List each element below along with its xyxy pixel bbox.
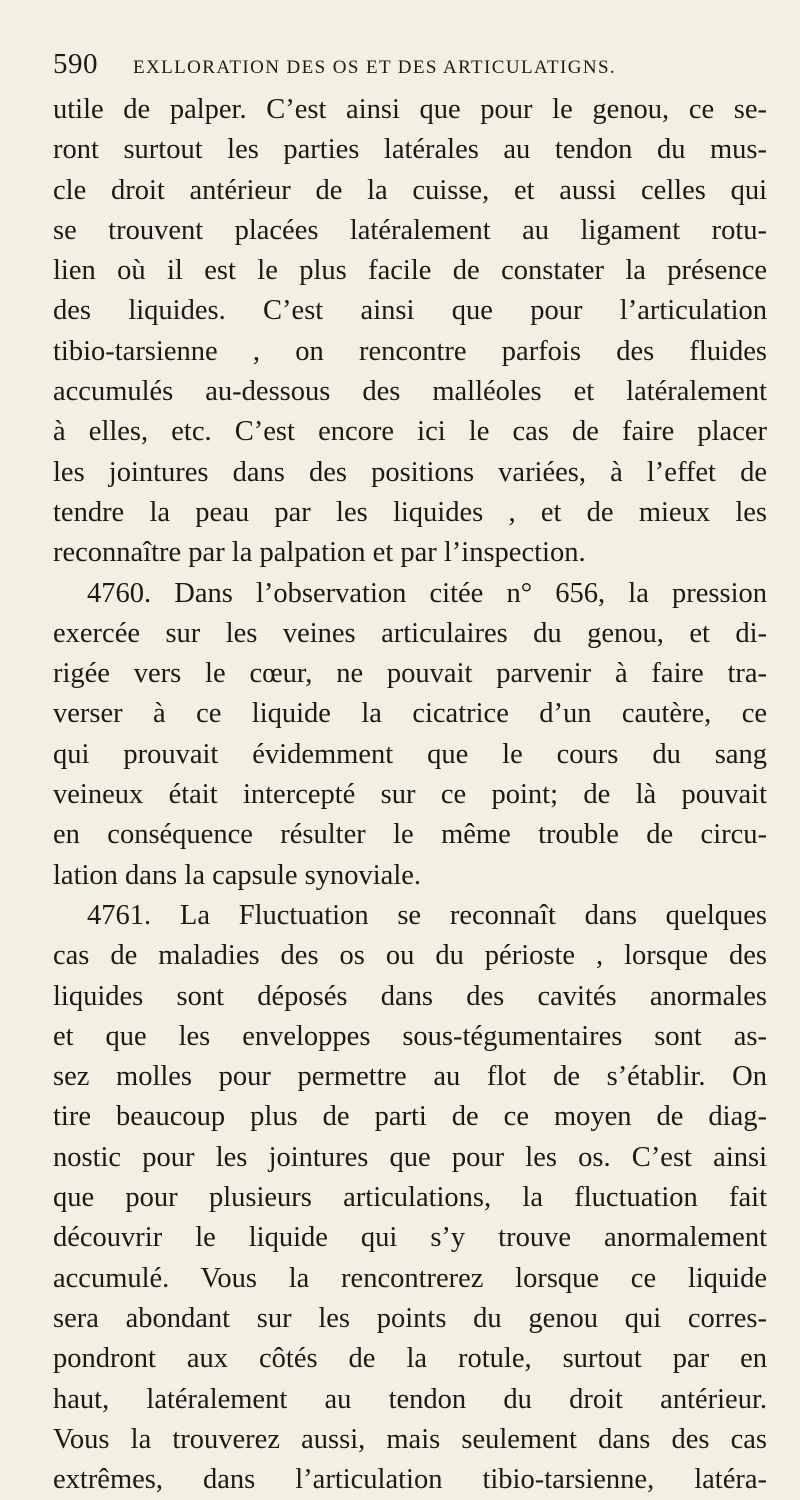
- text-line: et que les enveloppes sous-tégumentaires sont as-: [53, 1020, 767, 1052]
- paragraph-end-line: reconnaître par la palpation et par l’inspection.: [53, 537, 586, 569]
- text-line: veineux était intercepté sur ce point; de là pouvait: [53, 779, 767, 811]
- text-line: tire beaucoup plus de parti de ce moyen de diag-: [53, 1101, 767, 1133]
- text-line: les jointures dans des positions variées, à l’effet de: [53, 456, 767, 488]
- text-line: que pour plusieurs articulations, la fluctuation fait: [53, 1182, 767, 1214]
- text-line: extrêmes, dans l’articulation tibio-tarsienne, latéra-: [53, 1464, 767, 1496]
- text-line: exercée sur les veines articulaires du genou, et di-: [53, 617, 767, 649]
- text-line: à elles, etc. C’est encore ici le cas de faire placer: [53, 416, 767, 448]
- text-line: en conséquence résulter le même trouble de circu-: [53, 819, 767, 851]
- page-header: [53, 48, 760, 88]
- text-line: des liquides. C’est ainsi que pour l’articulation: [53, 295, 767, 327]
- text-line: pondront aux côtés de la rotule, surtout par en: [53, 1343, 767, 1375]
- paragraph-end-line: lation dans la capsule synoviale.: [53, 859, 422, 891]
- text-line: rigée vers le cœur, ne pouvait parvenir à faire tra-: [53, 658, 767, 690]
- text-line: qui prouvait évidemment que le cours du sang: [53, 738, 767, 770]
- text-line: lien où il est le plus facile de constater la présence: [53, 255, 767, 287]
- text-line: cas de maladies des os ou du périoste , lorsque des: [53, 940, 767, 972]
- running-title: EXLLORATION DES OS ET DES ARTICULATIGNS.: [133, 57, 617, 78]
- text-line: verser à ce liquide la cicatrice d’un cautère, ce: [53, 698, 767, 730]
- text-line: haut, latéralement au tendon du droit antérieur.: [53, 1383, 767, 1415]
- text-line: liquides sont déposés dans des cavités anormales: [53, 980, 767, 1012]
- body-text: [53, 90, 767, 1500]
- text-line: utile de palper. C’est ainsi que pour le genou, ce se-: [53, 94, 767, 125]
- text-line: se trouvent placées latéralement au ligament rotu-: [53, 214, 767, 246]
- text-line: nostic pour les jointures que pour les os. C’est ainsi: [53, 1141, 767, 1173]
- text-line: ront surtout les parties latérales au tendon du mus-: [53, 134, 767, 166]
- paragraph-start-line: 4761. La Fluctuation se reconnaît dans quelques: [87, 899, 767, 931]
- page-number: 590: [53, 48, 98, 80]
- text-line: tibio-tarsienne , on rencontre parfois des fluides: [53, 335, 767, 367]
- text-line: découvrir le liquide qui s’y trouve anormalement: [53, 1222, 767, 1254]
- text-line: tendre la peau par les liquides , et de mieux les: [53, 496, 767, 528]
- text-line: accumulé. Vous la rencontrerez lorsque ce liquide: [53, 1262, 767, 1294]
- text-line: cle droit antérieur de la cuisse, et aussi celles qui: [53, 174, 767, 206]
- text-line: sez molles pour permettre au flot de s’établir. On: [53, 1061, 767, 1093]
- paragraph-start-line: 4760. Dans l’observation citée n° 656, la pression: [87, 577, 767, 609]
- text-line: Vous la trouverez aussi, mais seulement dans des cas: [53, 1423, 767, 1455]
- text-line: accumulés au-dessous des malléoles et latéralement: [53, 376, 767, 408]
- text-line: sera abondant sur les points du genou qui corres-: [53, 1302, 767, 1334]
